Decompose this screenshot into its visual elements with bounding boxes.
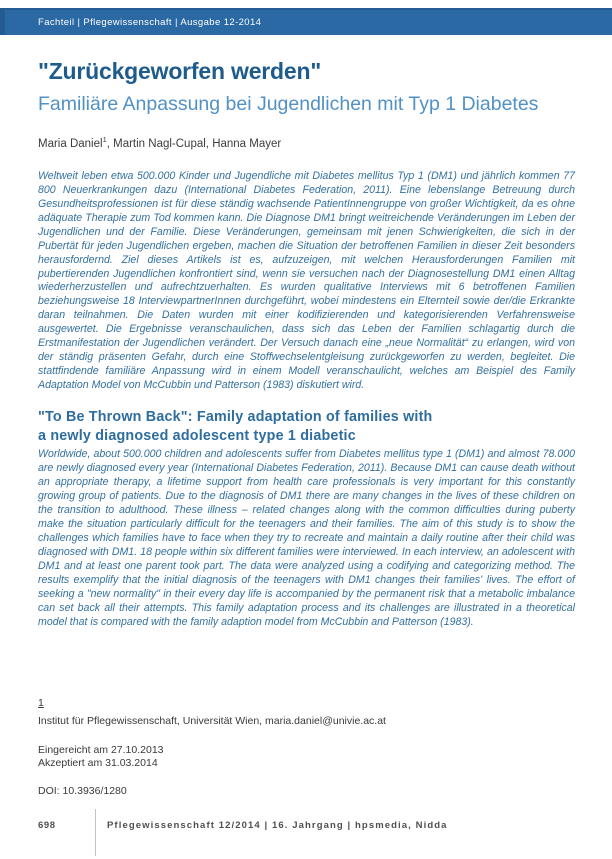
- author-first: Maria Daniel: [38, 137, 103, 150]
- article-title: "Zurückgeworfen werden": [38, 58, 322, 84]
- footnote-marker[interactable]: 1: [38, 697, 44, 709]
- journal-footer-line: Pflegewissenschaft 12/2014 | 16. Jahrgang | hpsmedia, Nidda: [107, 820, 448, 831]
- abstract-german: Weltweit leben etwa 500.000 Kinder und Jugendliche mit Diabetes mellitus Typ 1 (DM1) und jährlich kommen 77 800 Neuerkrankungen dazu (International Diabetes Federation, 2011). Eine lebenslange Betreuung durch Gesundheitsprofessionen ist für diese ständig wachsende PatientInnengruppe von großer Wichtigkeit, da es ohne adäquate Therapie zum Tod kommen kann. Die Diagnose DM1 bringt weitreichende Veränderungen im Leben der Jugendlichen und der Familie. Diese Veränderungen, gemeinsam mit jenen Schwierigkeiten, die sich in der Pubertät für jeden Jugendlichen ergeben, machen die Situation der betroffenen Familien in dieser Zeit besonders herausfordernd. Ziel dieses Artikels ist es, aufzuzeigen, mit welchen Herausforderungen Familien mit pubertierenden Jugendlichen konfrontiert sind, wenn sie versuchen nach der Diagnosestellung DM1 einen Alltag wiederherzustellen und aufrechtzuerhalten. Es wurden qualitative Interviews mit 6 betroffenen Familien beziehungsweise 18 InterviewpartnerInnen durchgeführt, wobei mindestens ein Elternteil sowie der/die Erkrankte daran teilnahmen. Die Daten wurden mit einer kodifizierenden und kategorisierenden Verfahrensweise ausgewertet. Die Ergebnisse veranschaulichen, dass sich das Leben der Familien schlagartig durch die Erstmanifestation der Jugendlichen verändert. Der Versuch danach eine „neue Normalität“ zu erlangen, wird von der ständig präsenten Gefahr, durch eine Stoffwechselentgleisung zurückgeworfen zu werden, begleitet. Die stattfindende familiäre Anpassung wird in einem Modell veranschaulicht, welches am Beispiel des Family Adaptation Model von McCubbin und Patterson (1983) diskutiert wird.: [38, 169, 575, 392]
- accepted-date: Akzeptiert am 31.03.2014: [38, 757, 158, 769]
- article-subtitle: Familiäre Anpassung bei Jugendlichen mit Typ 1 Diabetes: [38, 93, 539, 115]
- submitted-date: Eingereicht am 27.10.2013: [38, 744, 164, 756]
- abstract-english: Worldwide, about 500.000 children and adolescents suffer from Diabetes mellitus type 1 (DM1) and almost 78.000 are newly diagnosed every year (International Diabetes Federation, 2011). Because DM1 can cause death without an appropriate therapy, a lifetime support from health care professionals is very important for this constantly growing group of patients. Due to the diagnosis of DM1 there are many changes in the lives of these children on the transition to adulthood. These illness – related changes along with the common difficulties during puberty make the situation particularly difficult for the teenagers and their families. The aim of this study is to show the challenges which families have to face when they try to recreate and maintain a daily routine after their child was diagnosed with DM1. 18 people within six different families were interviewed. In each interview, an adolescent with DM1 and at least one parent took part. The data were analyzed using a codifying and categorizing method. The results exemplify that the initial diagnosis of the teenagers with DM1 changes their families' lives. The effort of seeking a "new normality" in their every day life is accompanied by the permanent risk that a metabolic imbalance can set back all their attempts. This family adaptation process and its challenges are illustrated in a theoretical model that is compared with the family adaption model from McCubbin and Patterson (1983).: [38, 448, 575, 628]
- footnote-reference[interactable]: 1: [102, 135, 107, 144]
- english-heading-line2: a newly diagnosed adolescent type 1 diabetic: [38, 427, 356, 444]
- header-breadcrumb: Fachteil | Pflegewissenschaft | Ausgabe 12-2014: [38, 17, 262, 28]
- authors-line: [38, 133, 575, 151]
- english-heading-line1: "To Be Thrown Back": Family adaptation of families with: [38, 409, 433, 426]
- footnote-block: [38, 697, 518, 798]
- page-number: 698: [38, 820, 56, 831]
- article-title-english: [38, 408, 575, 445]
- section-header-bar: [0, 8, 612, 35]
- article-content: [38, 57, 575, 629]
- footer-divider: [95, 809, 96, 856]
- authors-rest: , Martin Nagl-Cupal, Hanna Mayer: [106, 137, 282, 150]
- submission-dates: [38, 744, 518, 770]
- doi-line: DOI: 10.3936/1280: [38, 785, 127, 797]
- author-affiliation: Institut für Pflegewissenschaft, Universität Wien, maria.daniel@univie.ac.at: [38, 715, 386, 727]
